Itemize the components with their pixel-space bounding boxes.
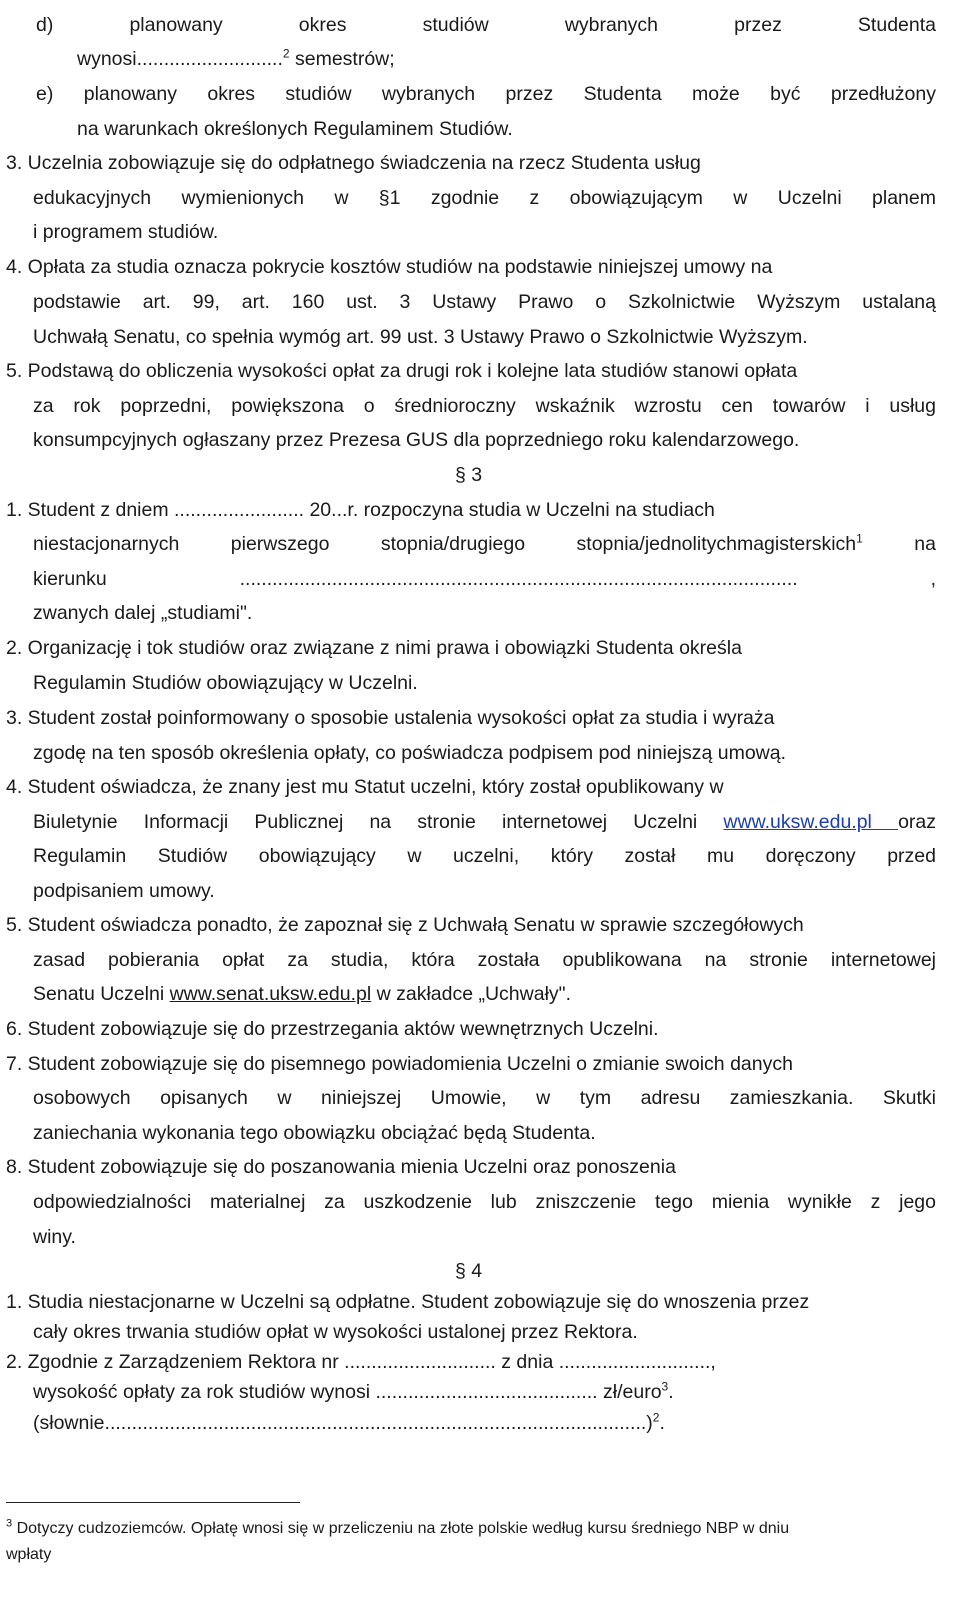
text-line <box>455 1258 930 1284</box>
line-text: 4. Student oświadcza, że znany jest mu Statut uczelni, który został opublikowany w <box>6 776 724 798</box>
line-text: e) planowany okres studiów wybranych przez Studenta może być przedłużony <box>36 83 936 105</box>
line-text: § 3 <box>455 464 483 486</box>
text-line <box>6 1016 930 1042</box>
line-text: Regulamin Studiów obowiązujący w Uczelni. <box>33 672 418 694</box>
text-line <box>77 116 930 142</box>
text-line <box>33 1410 930 1436</box>
line-text: edukacyjnych wymienionych w §1 zgodnie z obowiązującym w Uczelni planem <box>33 187 936 209</box>
line-text: 5. Student oświadcza ponadto, że zapoznał się z Uchwałą Senatu w sprawie szczegółowych <box>6 914 804 936</box>
line-text: odpowiedzialności materialnej za uszkodzenie lub zniszczenie tego mienia wynikłe z jego <box>33 1191 936 1213</box>
text-line <box>33 1085 936 1111</box>
line-text: podstawie art. 99, art. 160 ust. 3 Ustawy Prawo o Szkolnictwie Wyższym ustalaną <box>33 291 936 313</box>
text-line <box>36 81 936 107</box>
text-line <box>33 324 930 350</box>
senate-website-text: www.senat.uksw.edu.pl <box>169 983 372 1005</box>
text-line <box>6 912 930 938</box>
line-text: 2. Organizację i tok studiów oraz związane z nimi prawa i obowiązki Studenta określa <box>6 637 742 659</box>
footnote-line-2 <box>6 1544 960 1566</box>
line-text: d) planowany okres studiów wybranych przez Studenta <box>36 14 936 36</box>
text-line <box>6 774 930 800</box>
footnote-marker: 2 <box>282 46 290 61</box>
text-line <box>33 670 930 696</box>
text-line <box>6 1154 930 1180</box>
text-line <box>77 46 930 72</box>
line-text: 1. Studia niestacjonarne w Uczelni są odpłatne. Student zobowiązuje się do wnoszenia przez <box>6 1291 810 1313</box>
line-text: podpisaniem umowy. <box>33 880 215 902</box>
text-line <box>33 289 936 315</box>
line-text: cały okres trwania studiów opłat w wysokości ustalonej przez Rektora. <box>33 1321 638 1343</box>
line-text: osobowych opisanych w niniejszej Umowie, w tym adresu zamieszkania. Skutki <box>33 1087 936 1109</box>
text-line <box>33 1224 930 1250</box>
line-text: winy. <box>33 1226 76 1248</box>
line-text: 4. Opłata za studia oznacza pokrycie kosztów studiów na podstawie niniejszej umowy na <box>6 256 773 278</box>
line-segment: wysokość opłaty za rok studiów wynosi ......................................... zł/euro <box>33 1381 662 1403</box>
line-text: 7. Student zobowiązuje się do pisemnego powiadomienia Uczelni o zmianie swoich danych <box>6 1053 793 1075</box>
line-text: zaniechania wykonania tego obowiązku obciążać będą Studenta. <box>33 1122 596 1144</box>
footnote-marker: 2 <box>652 1410 660 1425</box>
text-line <box>6 705 930 731</box>
line-segment: . <box>659 1412 665 1434</box>
text-line <box>33 947 936 973</box>
line-segment: (słownie....................................................................................................) <box>33 1412 653 1434</box>
text-line <box>33 566 936 592</box>
line-text: § 4 <box>455 1260 483 1282</box>
line-text: 5. Podstawą do obliczenia wysokości opłat za drugi rok i kolejne lata studiów stanowi opłata <box>6 360 798 382</box>
line-segment: Biuletynie Informacji Publicznej na stronie internetowej Uczelni <box>33 811 724 833</box>
text-line <box>33 1120 930 1146</box>
line-segment: niestacjonarnych pierwszego stopnia/drugiego stopnia/jednolitychmagisterskich <box>33 533 857 555</box>
line-text: konsumpcyjnych ogłaszany przez Prezesa GUS dla poprzedniego roku kalendarzowego. <box>33 429 800 451</box>
text-line <box>33 981 930 1007</box>
text-line <box>6 1349 930 1375</box>
line-text: 1. Student z dniem ........................ 20...r. rozpoczyna studia w Uczelni na studiach <box>6 499 715 521</box>
footnote-marker: 1 <box>856 531 863 546</box>
text-line <box>6 1289 930 1315</box>
text-line <box>6 635 930 661</box>
line-text: Uchwałą Senatu, co spełnia wymóg art. 99 ust. 3 Ustawy Prawo o Szkolnictwie Wyższym. <box>33 326 808 348</box>
text-line <box>455 462 930 488</box>
footnote-number: 3 <box>6 1517 13 1530</box>
line-text: i programem studiów. <box>33 221 219 243</box>
line-segment: Senatu Uczelni <box>33 983 170 1005</box>
text-line <box>33 1379 930 1405</box>
text-line <box>6 150 930 176</box>
line-text: za rok poprzedni, powiększona o średnioroczny wskaźnik wzrostu cen towarów i usług <box>33 395 936 417</box>
line-segment: oraz <box>898 811 936 833</box>
text-line <box>33 531 936 557</box>
text-line <box>6 358 930 384</box>
text-line <box>33 185 936 211</box>
line-segment: semestrów; <box>289 48 395 70</box>
line-segment: na <box>862 533 937 555</box>
line-text: 3. Uczelnia zobowiązuje się do odpłatnego świadczenia na rzecz Studenta usług <box>6 152 701 174</box>
line-text: zwanych dalej „studiami". <box>33 602 253 624</box>
footnote-text: Dotyczy cudzoziemców. Opłatę wnosi się w przeliczeniu na złote polskie według kursu średniego NBP w dniu <box>16 1520 790 1537</box>
footnote-marker: 3 <box>661 1379 669 1394</box>
text-line <box>33 219 930 245</box>
text-line <box>33 1189 936 1215</box>
text-line <box>33 740 930 766</box>
text-line <box>33 600 930 626</box>
line-text: 2. Zgodnie z Zarządzeniem Rektora nr ............................ z dnia ............................, <box>6 1351 716 1373</box>
footnote-separator <box>6 1502 300 1503</box>
line-text: zgodę na ten sposób określenia opłaty, co poświadcza podpisem pod niniejszą umową. <box>33 742 787 764</box>
text-line <box>33 393 936 419</box>
line-text: 3. Student został poinformowany o sposobie ustalenia wysokości opłat za studia i wyraża <box>6 707 775 729</box>
footnote-line-1 <box>6 1518 960 1540</box>
text-line <box>36 12 936 38</box>
text-line <box>6 497 930 523</box>
line-text: Regulamin Studiów obowiązujący w uczelni, który został mu doręczony przed <box>33 845 936 867</box>
text-line <box>33 427 930 453</box>
line-text: kierunku ....................................................................................................... , <box>33 568 936 590</box>
line-text: 8. Student zobowiązuje się do poszanowania mienia Uczelni oraz ponoszenia <box>6 1156 676 1178</box>
text-line <box>33 843 936 869</box>
footnote-text-continued: wpłaty <box>6 1546 52 1563</box>
line-text: 6. Student zobowiązuje się do przestrzegania aktów wewnętrznych Uczelni. <box>6 1018 659 1040</box>
line-segment: . <box>668 1381 674 1403</box>
text-line <box>33 1319 930 1345</box>
line-text: zasad pobierania opłat za studia, która została opublikowana na stronie internetowej <box>33 949 936 971</box>
text-line <box>6 254 930 280</box>
text-line <box>33 878 930 904</box>
line-segment: w zakładce „Uchwały". <box>371 983 572 1005</box>
text-line <box>6 1051 930 1077</box>
line-segment: wynosi........................... <box>77 48 283 70</box>
website-link[interactable]: www.uksw.edu.pl <box>723 811 899 833</box>
text-line <box>33 809 936 835</box>
line-text: na warunkach określonych Regulaminem Studiów. <box>77 118 513 140</box>
